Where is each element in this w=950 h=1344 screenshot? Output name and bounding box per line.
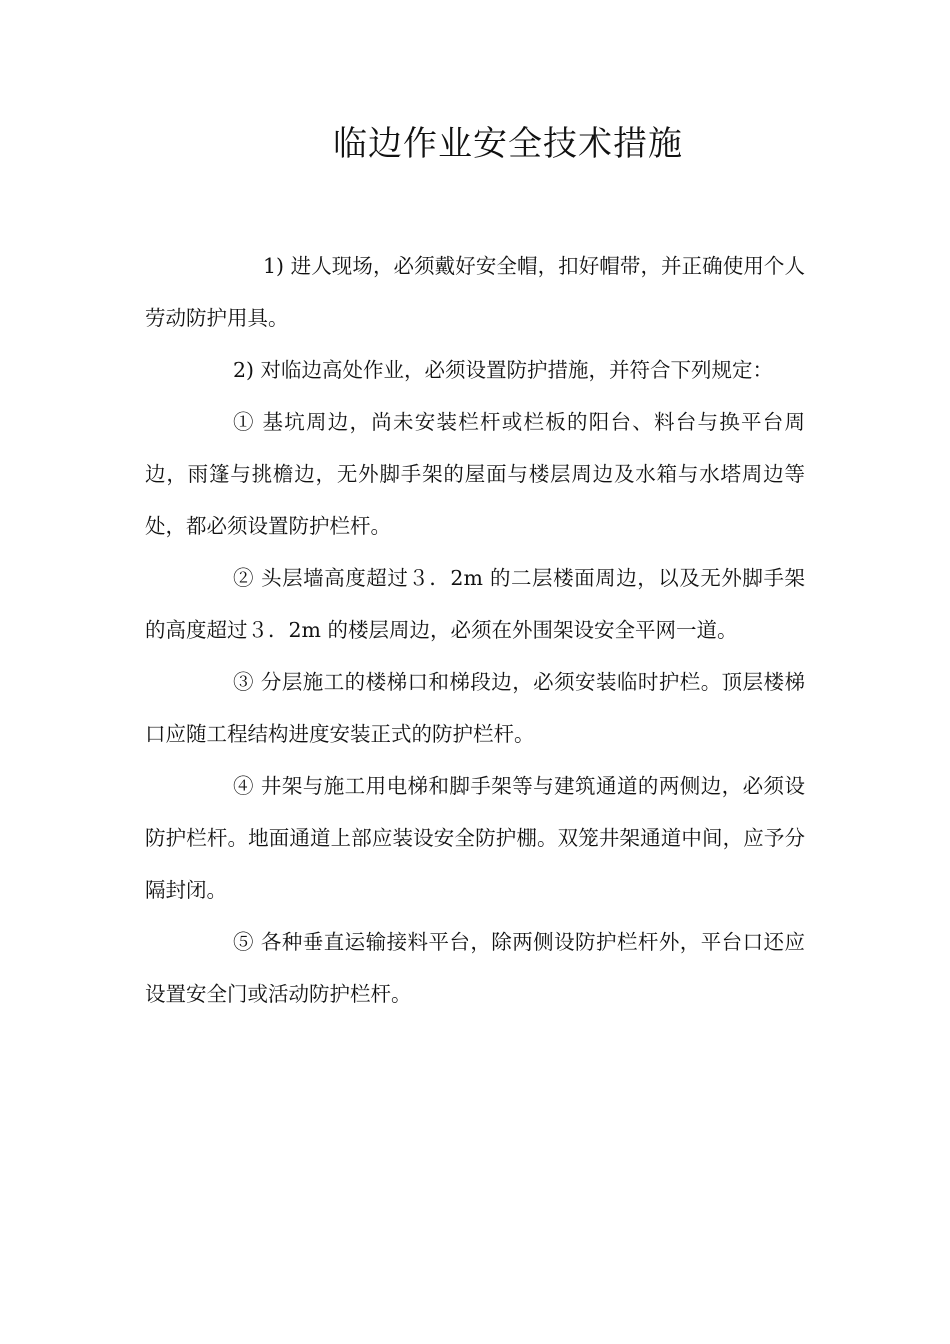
document-title: 临边作业安全技术措施	[333, 124, 683, 164]
paragraph-item-4: ④ 井架与施工用电梯和脚手架等与建筑通道的两侧边，必须设防护栏杆。地面通道上部应装设安全防护棚。双笼井架通道中间，应予分隔封闭。	[145, 774, 805, 902]
paragraph-item-1: ① 基坑周边，尚未安装栏杆或栏板的阳台、料台与换平台周边，雨篷与挑檐边，无外脚手架的屋面与楼层周边及水箱与水塔周边等处，都必须设置防护栏杆。	[145, 410, 805, 538]
paragraph-2: 2) 对临边高处作业，必须设置防护措施，并符合下列规定：	[233, 358, 774, 382]
paragraph-item-3: ③ 分层施工的楼梯口和梯段边，必须安装临时护栏。顶层楼梯口应随工程结构进度安装正式的防护栏杆。	[145, 670, 805, 746]
paragraph-item-2: ② 头层墙高度超过３．2m 的二层楼面周边，以及无外脚手架的高度超过３．2m 的楼层周边，必须在外围架设安全平网一道。	[145, 566, 805, 642]
paragraph-item-5: ⑤ 各种垂直运输接料平台，除两侧设防护栏杆外，平台口还应设置安全门或活动防护栏杆。	[145, 930, 805, 1006]
document-body	[145, 240, 805, 1020]
paragraph-1: 1) 进人现场，必须戴好安全帽，扣好帽带，并正确使用个人劳动防护用具。	[145, 254, 805, 330]
